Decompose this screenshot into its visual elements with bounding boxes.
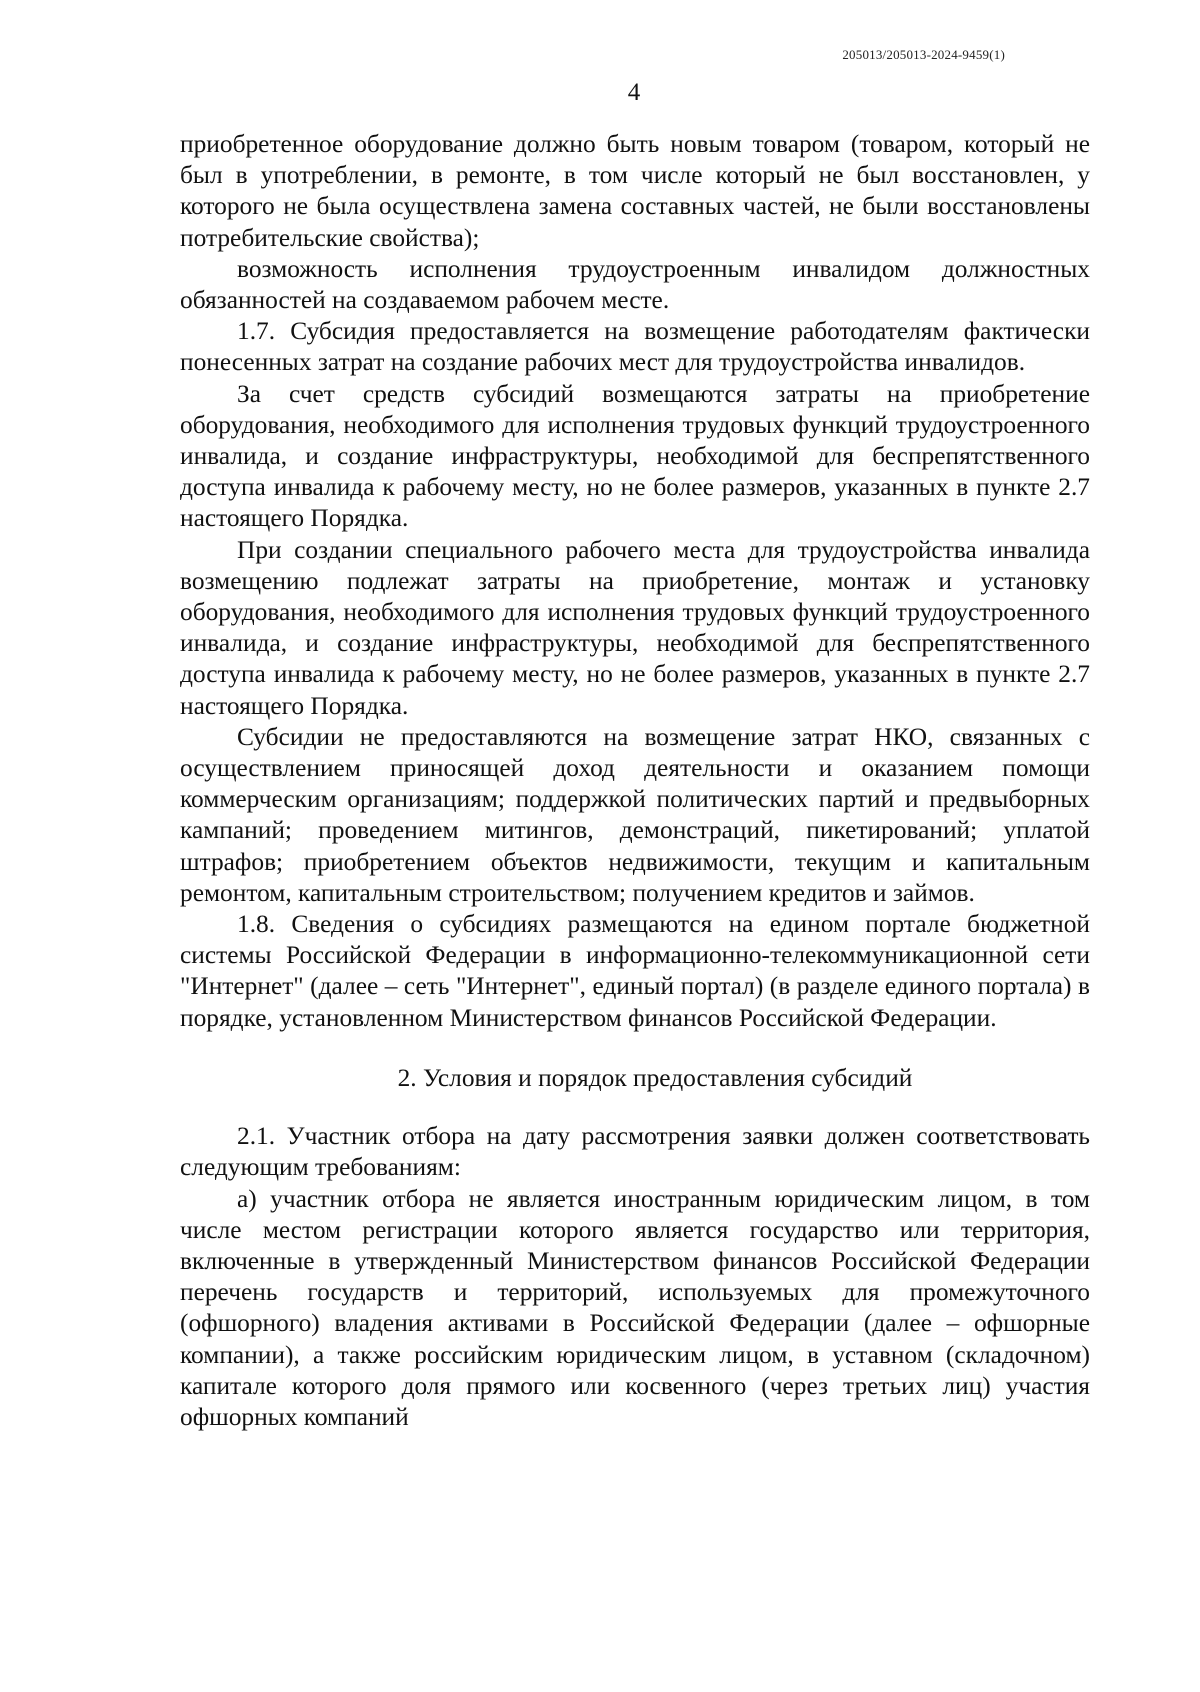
- section-heading: 2. Условия и порядок предоставления субсидий: [397, 1063, 913, 1092]
- paragraph-reimbursed-costs: За счет средств субсидий возмещаются затраты на приобретение оборудования, необходимого для исполнения трудовых функций трудоустроенного инвалида, и создание инфраструктуры, необходимой для беспрепятственного доступа инвалида к рабочему месту, но не более размеров, указанных в пункте 2.7 настоящего Порядка.: [180, 379, 1090, 533]
- paragraph-exclusions: Субсидии не предоставляются на возмещение затрат НКО, связанных с осуществлением приносящей доход деятельности и оказанием помощи коммерческим организациям; поддержкой политических партий и предвыборных кампаний; проведением митингов, демонстраций, пикетирований; уплатой штрафов; приобретением объектов недвижимости, текущим и капитальным ремонтом, капитальным строительством; получением кредитов и займов.: [180, 722, 1090, 907]
- paragraph-duties: возможность исполнения трудоустроенным инвалидом должностных обязанностей на создаваемом рабочем месте.: [180, 254, 1090, 315]
- document-body: [180, 129, 1090, 1433]
- paragraph-equipment-new: приобретенное оборудование должно быть новым товаром (товаром, который не был в употреблении, в ремонте, в том числе который не был восстановлен, у которого не была осуществлена замена составных частей, не были восстановлены потребительские свойства);: [180, 130, 1090, 252]
- paragraph-2-1-a: а) участник отбора не является иностранным юридическим лицом, в том числе местом регистрации которого является государство или территория, включенные в утвержденный Министерством финансов Российской Федерации перечень государств и территорий, используемых для промежуточного (офшорного) владения активами в Российской Федерации (далее – офшорные компании), а также российским юридическим лицом, в уставном (складочном) капитале которого доля прямого или косвенного (через третьих лиц) участия офшорных компаний: [180, 1184, 1090, 1431]
- document-id: 205013/205013-2024-9459(1): [842, 47, 1005, 62]
- paragraph-special-workplace: При создании специального рабочего места для трудоустройства инвалида возмещению подлежат затраты на приобретение, монтаж и установку оборудования, необходимого для исполнения трудовых функций трудоустроенного инвалида, и создание инфраструктуры, необходимой для беспрепятственного доступа инвалида к рабочему месту, но не более размеров, указанных в пункте 2.7 настоящего Порядка.: [180, 535, 1090, 720]
- paragraph-1-8: 1.8. Сведения о субсидиях размещаются на едином портале бюджетной системы Российской Федерации в информационно-телекоммуникационной сети "Интернет" (далее – сеть "Интернет", единый портал) (в разделе единого портала) в порядке, установленном Министерством финансов Российской Федерации.: [180, 910, 1090, 1032]
- paragraph-1-7: 1.7. Субсидия предоставляется на возмещение работодателям фактически понесенных затрат на создание рабочих мест для трудоустройства инвалидов.: [180, 317, 1090, 377]
- paragraph-2-1: 2.1. Участник отбора на дату рассмотрения заявки должен соответствовать следующим требованиям:: [180, 1122, 1090, 1182]
- page-number: 4: [627, 79, 641, 106]
